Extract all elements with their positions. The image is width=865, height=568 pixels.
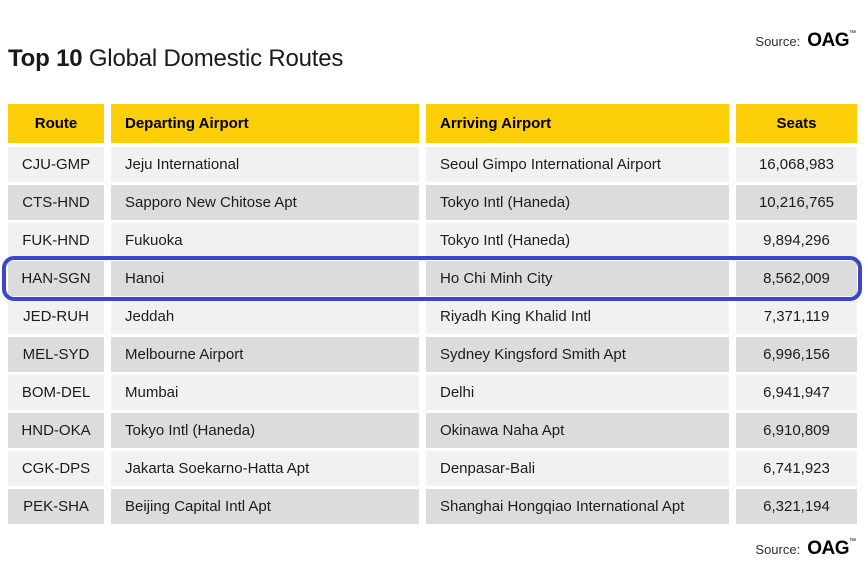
oag-logo: OAG™ [807,538,856,559]
cell-arriving-airport: Denpasar-Bali [426,451,729,486]
source-label: Source: [755,34,801,49]
table-row [8,375,857,410]
table-row [8,451,857,486]
cell-departing-airport: Jeddah [111,299,419,334]
cell-departing-airport: Tokyo Intl (Haneda) [111,413,419,448]
cell-route: HND-OKA [8,413,104,448]
cell-seats: 6,941,947 [736,375,857,410]
column-header-departing-airport: Departing Airport [111,104,419,143]
table-row [8,223,857,258]
cell-departing-airport: Beijing Capital Intl Apt [111,489,419,524]
trademark-mark: ™ [849,30,856,37]
cell-arriving-airport: Shanghai Hongqiao International Apt [426,489,729,524]
source-attribution-bottom [755,538,856,560]
oag-logo: OAG™ [807,30,856,51]
table-header-row [8,104,857,143]
cell-arriving-airport: Seoul Gimpo International Airport [426,147,729,182]
table-row [8,261,857,296]
cell-arriving-airport: Tokyo Intl (Haneda) [426,185,729,220]
cell-seats: 7,371,119 [736,299,857,334]
cell-departing-airport: Jeju International [111,147,419,182]
column-header-arriving-airport: Arriving Airport [426,104,729,143]
cell-arriving-airport: Delhi [426,375,729,410]
cell-seats: 6,910,809 [736,413,857,448]
table-row [8,185,857,220]
table-row [8,337,857,372]
cell-arriving-airport: Tokyo Intl (Haneda) [426,223,729,258]
table-body [8,147,857,524]
cell-departing-airport: Sapporo New Chitose Apt [111,185,419,220]
cell-seats: 6,996,156 [736,337,857,372]
cell-seats: 16,068,983 [736,147,857,182]
cell-route: CJU-GMP [8,147,104,182]
cell-route: HAN-SGN [8,261,104,296]
routes-table [8,104,857,527]
cell-route: PEK-SHA [8,489,104,524]
cell-route: JED-RUH [8,299,104,334]
cell-departing-airport: Melbourne Airport [111,337,419,372]
cell-arriving-airport: Sydney Kingsford Smith Apt [426,337,729,372]
table-row [8,489,857,524]
trademark-mark: ™ [849,538,856,545]
cell-seats: 9,894,296 [736,223,857,258]
table-row [8,413,857,448]
cell-route: CTS-HND [8,185,104,220]
cell-departing-airport: Fukuoka [111,223,419,258]
column-header-route: Route [8,104,104,143]
title-bold-part: Top 10 [8,45,83,72]
cell-route: CGK-DPS [8,451,104,486]
cell-route: FUK-HND [8,223,104,258]
cell-seats: 6,321,194 [736,489,857,524]
cell-departing-airport: Hanoi [111,261,419,296]
cell-route: BOM-DEL [8,375,104,410]
title-regular-part: Global Domestic Routes [82,45,344,72]
source-attribution-top [755,30,856,52]
page-title [8,45,343,73]
cell-seats: 8,562,009 [736,261,857,296]
cell-arriving-airport: Ho Chi Minh City [426,261,729,296]
table-row [8,299,857,334]
source-label: Source: [755,542,801,557]
cell-seats: 10,216,765 [736,185,857,220]
table-row [8,147,857,182]
cell-departing-airport: Mumbai [111,375,419,410]
cell-arriving-airport: Okinawa Naha Apt [426,413,729,448]
cell-departing-airport: Jakarta Soekarno-Hatta Apt [111,451,419,486]
cell-seats: 6,741,923 [736,451,857,486]
cell-route: MEL-SYD [8,337,104,372]
column-header-seats: Seats [736,104,857,143]
cell-arriving-airport: Riyadh King Khalid Intl [426,299,729,334]
